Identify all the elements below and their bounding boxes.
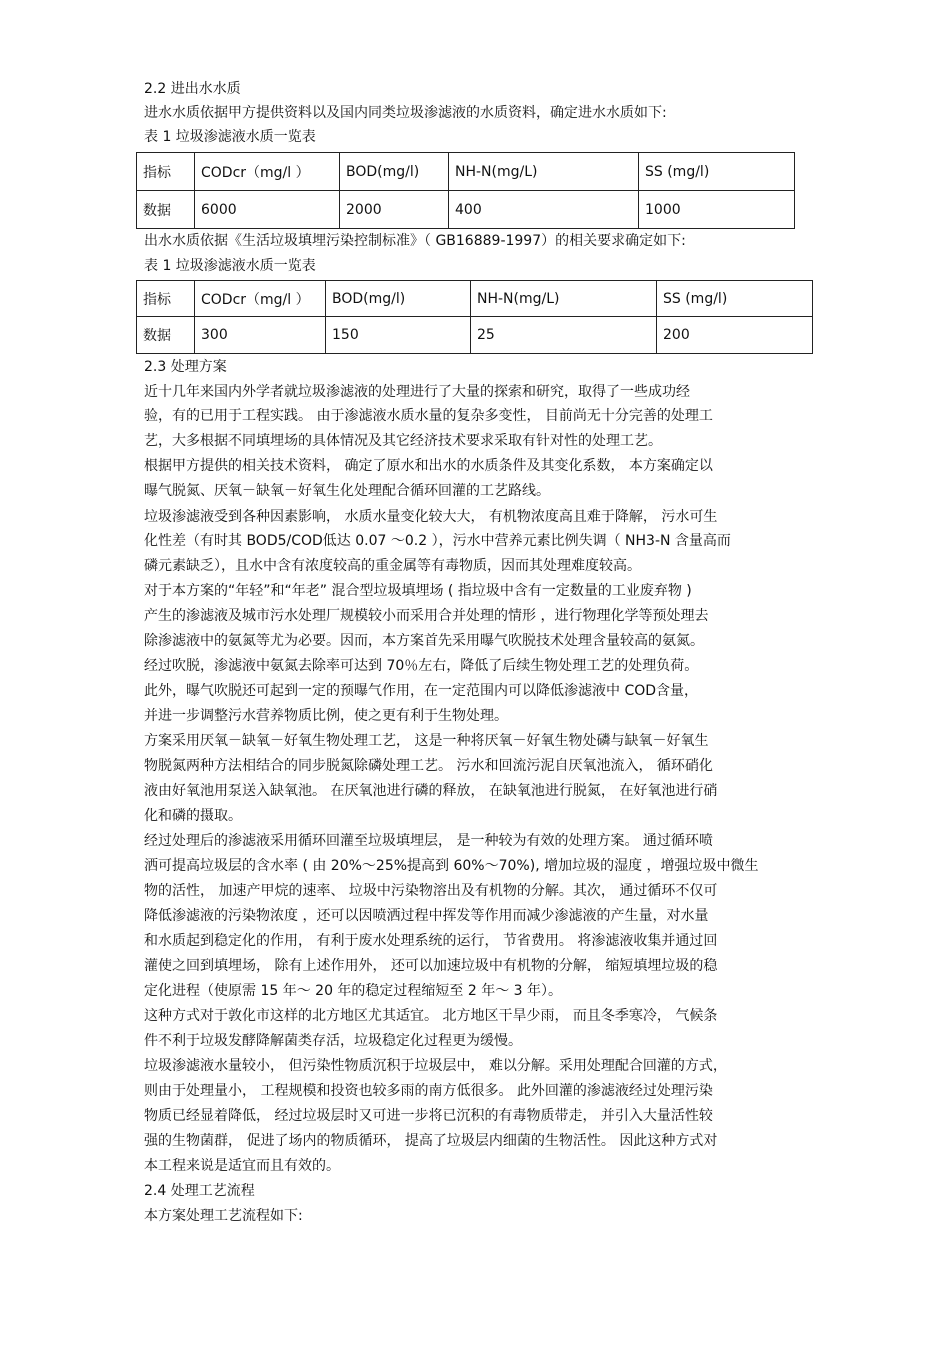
table-cell: 数据 xyxy=(137,191,195,229)
paragraph-line: 产生的渗滤液及城市污水处理厂规模较小而采用合并处理的情形 ，进行物理化学等预处理去 xyxy=(144,608,709,624)
table-row xyxy=(137,317,813,354)
paragraph-line: 垃圾渗滤液受到各种因素影响， 水质水量变化较大大， 有机物浓度高且难于降解， 污水可生 xyxy=(144,509,718,525)
table-header-cell: SS (mg/l) xyxy=(639,153,795,191)
paragraph-line: 灌使之回到填埋场， 除有上述作用外， 还可以加速垃圾中有机物的分解， 缩短填埋垃圾的稳 xyxy=(144,958,718,974)
table-cell: 400 xyxy=(449,191,639,229)
table-header-cell: SS (mg/l) xyxy=(657,281,813,317)
table2-caption: 表 1 垃圾渗滤液水质一览表 xyxy=(144,258,316,274)
table-header-row xyxy=(137,153,795,191)
table-header-cell: 指标 xyxy=(137,153,195,191)
table-header-cell: 指标 xyxy=(137,281,195,317)
paragraph-line: 化和磷的摄取。 xyxy=(144,808,242,824)
paragraph-line: 经过吹脱，渗滤液中氨氮去除率可达到 70％左右，降低了后续生物处理工艺的处理负荷。 xyxy=(144,658,699,674)
outlet-quality-table xyxy=(136,280,813,354)
table-header-cell: BOD(mg/l) xyxy=(340,153,449,191)
table-cell: 2000 xyxy=(340,191,449,229)
table-header-cell: CODcr（mg/l ） xyxy=(195,153,340,191)
paragraph-line: 近十几年来国内外学者就垃圾渗滤液的处理进行了大量的探索和研究，取得了一些成功经 xyxy=(144,384,690,400)
paragraph-line: 强的生物菌群， 促进了场内的物质循环， 提高了垃圾层内细菌的生物活性。 因此这种方式对 xyxy=(144,1133,718,1149)
paragraph-line: 和水质起到稳定化的作用， 有利于废水处理系统的运行， 节省费用。 将渗滤液收集并通过回 xyxy=(144,933,718,949)
paragraph-line: 此外，曝气吹脱还可起到一定的预曝气作用，在一定范围内可以降低渗滤液中 COD含量， xyxy=(144,683,699,699)
table-header-cell: CODcr（mg/l ） xyxy=(195,281,326,317)
table-header-cell: BOD(mg/l) xyxy=(326,281,471,317)
paragraph-line: 本工程来说是适宜而且有效的。 xyxy=(144,1158,340,1174)
section-heading-2-2: 2.2 进出水水质 xyxy=(144,81,241,97)
paragraph-line: 方案采用厌氧－缺氧－好氧生物处理工艺， 这是一种将厌氧－好氧生物处磷与缺氧－好氧生 xyxy=(144,733,709,749)
paragraph-line: 并进一步调整污水营养物质比例，使之更有利于生物处理。 xyxy=(144,708,508,724)
process-flow-intro: 本方案处理工艺流程如下: xyxy=(144,1208,303,1224)
table-cell: 6000 xyxy=(195,191,340,229)
paragraph-line: 验，有的已用于工程实践。 由于渗滤液水质水量的复杂多变性， 目前尚无十分完善的处理工 xyxy=(144,408,713,424)
inlet-quality-intro: 进水水质依据甲方提供资料以及国内同类垃圾渗滤液的水质资料，确定进水水质如下: xyxy=(144,105,667,121)
table-cell: 150 xyxy=(326,317,471,354)
paragraph-line: 物脱氮两种方法相结合的同步脱氮除磷处理工艺。 污水和回流污泥自厌氧池流入， 循环硝化 xyxy=(144,758,713,774)
inlet-quality-table xyxy=(136,152,795,229)
paragraph-line: 艺，大多根据不同填埋场的具体情况及其它经济技术要求采取有针对性的处理工艺。 xyxy=(144,433,662,449)
table-cell: 25 xyxy=(471,317,657,354)
paragraph-line: 对于本方案的“年轻”和“年老” 混合型垃圾填埋场 ( 指垃圾中含有一定数量的工业废弃物 ) xyxy=(144,583,692,599)
table-header-cell: NH-N(mg/L) xyxy=(471,281,657,317)
paragraph-line: 曝气脱氮、厌氧－缺氧－好氧生化处理配合循环回灌的工艺路线。 xyxy=(144,483,550,499)
paragraph-line: 根据甲方提供的相关技术资料， 确定了原水和出水的水质条件及其变化系数， 本方案确定以 xyxy=(144,458,713,474)
table-row xyxy=(137,191,795,229)
paragraph-line: 磷元素缺乏），且水中含有浓度较高的重金属等有毒物质，因而其处理难度较高。 xyxy=(144,558,641,574)
paragraph-line: 除渗滤液中的氨氮等尤为必要。因而，本方案首先采用曝气吹脱技术处理含量较高的氨氮。 xyxy=(144,633,704,649)
table-cell: 数据 xyxy=(137,317,195,354)
paragraph-line: 件不利于垃圾发酵降解菌类存活，垃圾稳定化过程更为缓慢。 xyxy=(144,1033,522,1049)
table-cell: 1000 xyxy=(639,191,795,229)
table-cell: 300 xyxy=(195,317,326,354)
table-cell: 200 xyxy=(657,317,813,354)
paragraph-line: 这种方式对于敦化市这样的北方地区尤其适宜。 北方地区干旱少雨， 而且冬季寒冷， 气候条 xyxy=(144,1008,718,1024)
paragraph-line: 洒可提高垃圾层的含水率 ( 由 20%～25%提高到 60%～70%), 增加垃圾的湿度 ，增强垃圾中微生 xyxy=(144,858,759,874)
paragraph-line: 定化进程（使原需 15 年～ 20 年的稳定过程缩短至 2 年～ 3 年）。 xyxy=(144,983,563,999)
paragraph-line: 物的活性， 加速产甲烷的速率、 垃圾中污染物溶出及有机物的分解。其次， 通过循环不仅可 xyxy=(144,883,718,899)
paragraph-line: 垃圾渗滤液水量较小， 但污染性物质沉积于垃圾层中， 难以分解。采用处理配合回灌的方式， xyxy=(144,1058,727,1074)
paragraph-line: 物质已经显着降低， 经过垃圾层时又可进一步将已沉积的有毒物质带走， 并引入大量活性较 xyxy=(144,1108,713,1124)
table1-caption: 表 1 垃圾渗滤液水质一览表 xyxy=(144,129,316,145)
paragraph-line: 液由好氧池用泵送入缺氧池。 在厌氧池进行磷的释放， 在缺氧池进行脱氮， 在好氧池进行硝 xyxy=(144,783,718,799)
section-heading-2-3: 2.3 处理方案 xyxy=(144,359,227,375)
outlet-quality-intro: 出水水质依据《生活垃圾填埋污染控制标准》（ GB16889-1997）的相关要求确定如下: xyxy=(144,233,686,249)
table-header-cell: NH-N(mg/L) xyxy=(449,153,639,191)
paragraph-line: 经过处理后的渗滤液采用循环回灌至垃圾填埋层， 是一种较为有效的处理方案。 通过循环喷 xyxy=(144,833,713,849)
paragraph-line: 化性差（有时其 BOD5/COD低达 0.07 ～0.2 ），污水中营养元素比例失调（ NH3-N 含量高而 xyxy=(144,533,731,549)
section-heading-2-4: 2.4 处理工艺流程 xyxy=(144,1183,255,1199)
paragraph-line: 则由于处理量小， 工程规模和投资也较多雨的南方低很多。 此外回灌的渗滤液经过处理污染 xyxy=(144,1083,713,1099)
table-header-row xyxy=(137,281,813,317)
paragraph-line: 降低渗滤液的污染物浓度 ，还可以因喷洒过程中挥发等作用而减少渗滤液的产生量，对水量 xyxy=(144,908,709,924)
